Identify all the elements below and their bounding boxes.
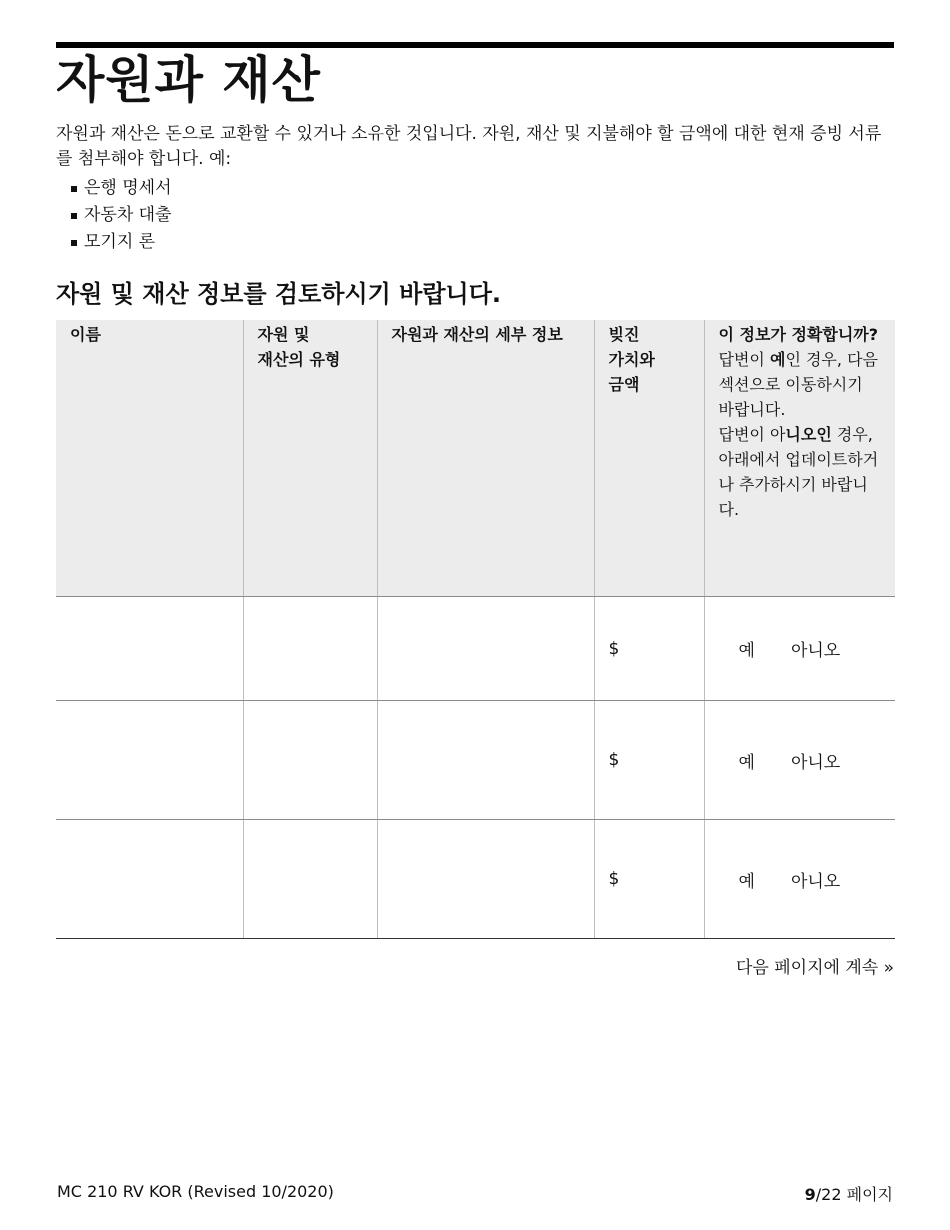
- type-cell[interactable]: [243, 597, 377, 701]
- correct-cell: [704, 701, 895, 820]
- name-cell[interactable]: [56, 597, 243, 701]
- section-title: 자원과 재산: [56, 51, 321, 109]
- col-header-name: 이름: [56, 320, 243, 597]
- yes-option[interactable]: 예: [738, 871, 755, 892]
- type-cell[interactable]: [243, 820, 377, 939]
- yes-option[interactable]: 예: [738, 641, 755, 661]
- col-header-correct: 이 정보가 정확합니까? 답변이 예인 경우, 다음 섹션으로 이동하시기 바랍니다. 답변이 아니오인 경우, 아래에서 업데이트하거나 추가하시기 바랍니다.: [704, 320, 895, 597]
- details-cell[interactable]: [377, 597, 594, 701]
- page-number: 9/22 페이지: [804, 1185, 893, 1204]
- name-cell[interactable]: [56, 701, 243, 820]
- correct-cell: [704, 820, 895, 939]
- bullet-icon: [71, 240, 77, 246]
- table-row: [56, 701, 895, 820]
- page-footer: [57, 1182, 893, 1204]
- no-option[interactable]: 아니오: [790, 641, 841, 661]
- intro-text: 자원과 재산은 돈으로 교환할 수 있거나 소유한 것입니다. 자원, 재산 및 지불해야 할 금액에 대한 현재 증빙 서류를 첨부해야 합니다. 예:: [56, 124, 882, 169]
- list-item: 모기지 론: [56, 229, 894, 256]
- value-cell[interactable]: $: [594, 597, 704, 701]
- value-cell[interactable]: $: [594, 820, 704, 939]
- col-header-details: 자원과 재산의 세부 정보: [377, 320, 594, 597]
- correct-cell: [704, 597, 895, 701]
- list-item: 은행 명세서: [56, 175, 894, 202]
- table-header-row: [56, 320, 895, 597]
- top-rule: [56, 42, 894, 48]
- review-heading: 자원 및 재산 정보를 검토하시기 바랍니다.: [56, 280, 502, 308]
- col-header-value-owed: 빚진 가치와 금액: [594, 320, 704, 597]
- list-item: 자동차 대출: [56, 202, 894, 229]
- col-header-type: 자원 및 재산의 유형: [243, 320, 377, 597]
- no-option[interactable]: 아니오: [790, 752, 841, 773]
- bullet-icon: [71, 213, 77, 219]
- no-option[interactable]: 아니오: [790, 871, 841, 892]
- type-cell[interactable]: [243, 701, 377, 820]
- continue-note: 다음 페이지에 계속 »: [736, 958, 894, 978]
- examples-list: [56, 175, 894, 256]
- details-cell[interactable]: [377, 701, 594, 820]
- table-row: [56, 597, 895, 701]
- details-cell[interactable]: [377, 820, 594, 939]
- name-cell[interactable]: [56, 820, 243, 939]
- table-row: [56, 820, 895, 939]
- yes-option[interactable]: 예: [738, 752, 755, 773]
- resources-table: [56, 320, 895, 939]
- form-id: MC 210 RV KOR (Revised 10/2020): [57, 1182, 334, 1201]
- bullet-icon: [71, 186, 77, 192]
- value-cell[interactable]: $: [594, 701, 704, 820]
- page: [56, 42, 894, 978]
